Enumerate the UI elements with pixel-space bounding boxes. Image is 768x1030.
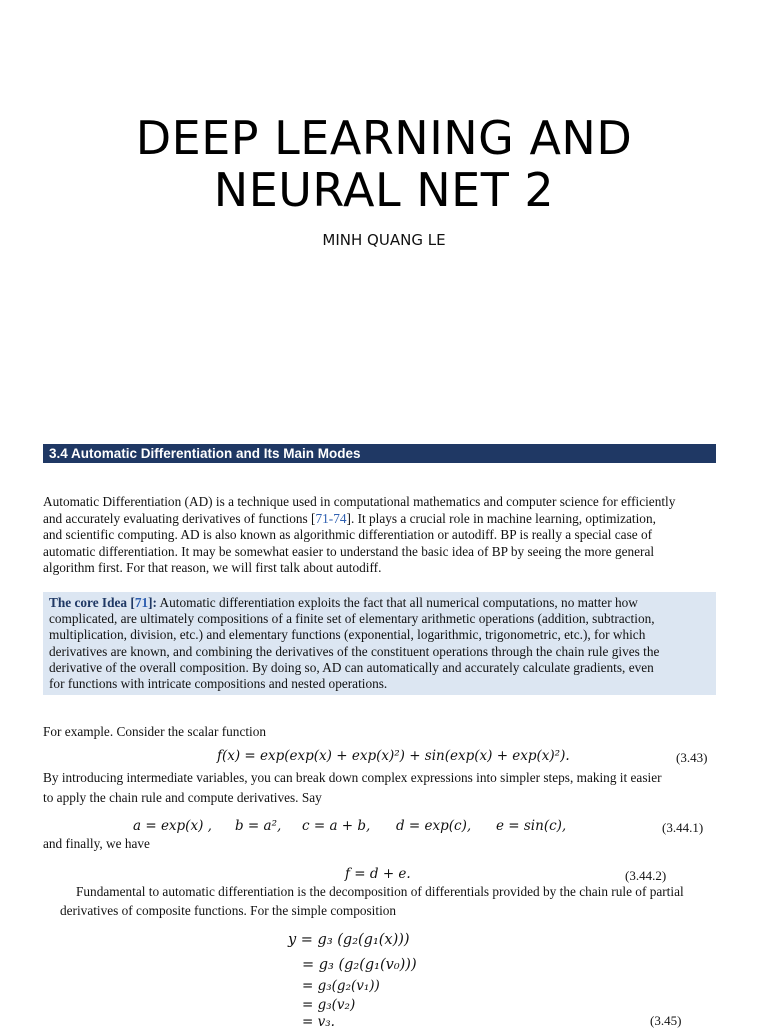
- example-intro: For example. Consider the scalar function: [43, 724, 267, 739]
- equation-number-3-45: (3.45): [650, 1013, 682, 1028]
- core-idea-citation[interactable]: 71: [134, 595, 149, 610]
- equation-a: a = exp(x) ,: [133, 818, 212, 834]
- composition-line-3: = g₃(g₂(v₁)): [302, 978, 380, 994]
- intro-line-2-text-end: ]. It plays a crucial role in machine learning, optimization,: [346, 510, 656, 526]
- equation-number-3-44-1: (3.44.1): [662, 820, 704, 835]
- composition-line-1: y = g₃ (g₂(g₁(x))): [288, 932, 410, 948]
- composition-line-2: = g₃ (g₂(g₁(v₀))): [302, 957, 417, 973]
- core-idea-line-1-text: Automatic differentiation exploits the fact that all numerical computations, no matter how: [156, 595, 638, 610]
- example-after-line-1: By introducing intermediate variables, you can break down complex expressions into simpler steps, making it easier: [43, 770, 662, 785]
- equation-number-3-44-2: (3.44.2): [625, 868, 667, 883]
- core-idea-label: The core Idea [71]:: [49, 595, 157, 610]
- slide-author: MINH QUANG LE: [322, 231, 446, 249]
- composition-line-4: = g₃(v₂): [302, 997, 356, 1013]
- example-after-line-2: to apply the chain rule and compute derivatives. Say: [43, 790, 322, 805]
- core-idea-line-2: complicated, are ultimately compositions of a finite set of elementary arithmetic operations (addition, subtraction,: [49, 611, 655, 627]
- core-idea-line-6: for functions with intricate compositions and nested operations.: [49, 676, 388, 692]
- slide-title: [0, 112, 768, 216]
- composition-line-5: = v₃.: [302, 1014, 335, 1030]
- slide-title-line-1: DEEP LEARNING AND: [135, 111, 633, 165]
- intro-line-2-text: and accurately evaluating derivatives of functions [: [43, 510, 316, 526]
- core-idea-line-5: derivative of the overall composition. By doing so, AD can automatically and accurately calculate gradients, even: [49, 659, 654, 675]
- core-idea-line-3: multiplication, division, etc.) and elementary functions (exponential, logarithmic, trigonometric, etc.), for which: [49, 627, 646, 643]
- fundamental-line-2: derivatives of composite functions. For the simple composition: [60, 903, 397, 918]
- equation-e: e = sin(c),: [496, 818, 567, 834]
- citation-link[interactable]: 71-74: [315, 510, 347, 526]
- section-heading: 3.4 Automatic Differentiation and Its Main Modes: [43, 444, 716, 463]
- finally-text: and finally, we have: [43, 836, 150, 851]
- core-idea-line-1: [49, 595, 710, 611]
- fundamental-line-1: Fundamental to automatic differentiation is the decomposition of differentials provided by the chain rule of partial: [76, 884, 684, 899]
- core-idea-line-4: derivatives are known, and combining the derivatives of the constituent operations through the chain rule gives the: [49, 643, 660, 659]
- equation-3-43: f(x) = exp(exp(x) + exp(x)²) + sin(exp(x) + exp(x)²).: [217, 748, 570, 764]
- intro-paragraph: [43, 494, 719, 577]
- equation-d: d = exp(c),: [396, 818, 472, 834]
- slide-title-line-2: NEURAL NET 2: [213, 163, 555, 217]
- core-idea-box: [43, 592, 716, 695]
- equation-number-3-43: (3.43): [676, 750, 708, 765]
- intro-line-3: and scientific computing. AD is also known as algorithmic differentiation or autodiff. BP is really a special case of: [43, 527, 653, 542]
- intro-line-2: [43, 511, 719, 528]
- equation-b: b = a²,: [235, 818, 282, 834]
- intro-line-5: algorithm first. For that reason, we will first talk about autodiff.: [43, 560, 382, 575]
- equation-f: f = d + e.: [345, 866, 411, 882]
- equation-c: c = a + b,: [302, 818, 371, 834]
- intro-line-1: Automatic Differentiation (AD) is a technique used in computational mathematics and computer science for efficiently: [43, 494, 676, 509]
- intro-line-4: automatic differentiation. It may be somewhat easier to understand the basic idea of BP by seeing the more general: [43, 543, 655, 559]
